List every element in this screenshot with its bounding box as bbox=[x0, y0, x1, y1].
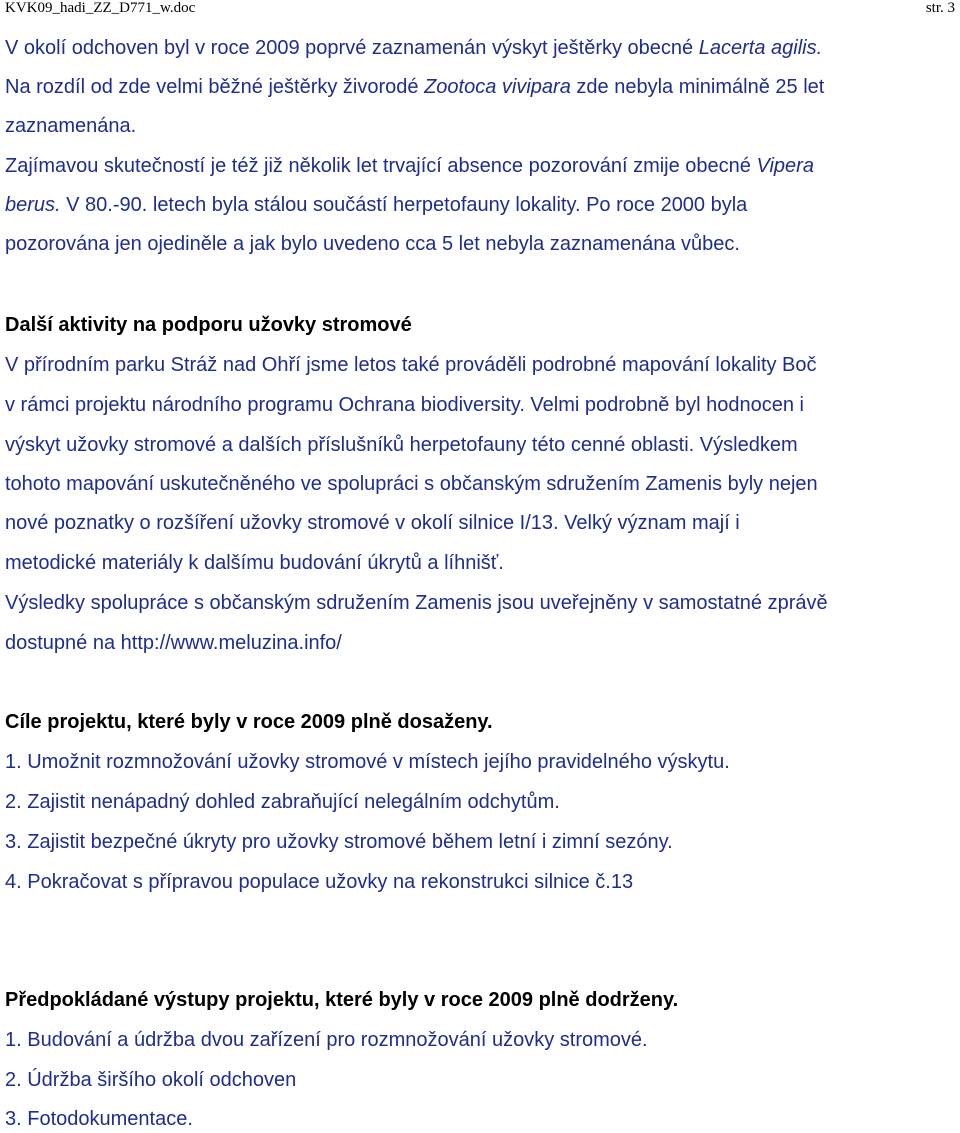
paragraph-line: tohoto mapování uskutečněného ve spolupráci s občanským sdružením Zamenis byly nejen bbox=[5, 473, 818, 495]
paragraph-line bbox=[5, 75, 824, 99]
text-run: Zajímavou skutečností je též již několik let trvající absence pozorování zmije obecné bbox=[5, 155, 757, 177]
text-run: zde nebyla minimálně 25 let bbox=[570, 76, 825, 98]
paragraph-line: nové poznatky o rozšíření užovky stromové v okolí silnice I/13. Velký význam mají i bbox=[5, 512, 740, 534]
section-heading: Předpokládané výstupy projektu, které byly v roce 2009 plně dodrženy. bbox=[5, 989, 679, 1011]
paragraph-line: dostupné na http://www.meluzina.info/ bbox=[5, 632, 342, 654]
paragraph-line: pozorována jen ojediněle a jak bylo uvedeno cca 5 let nebyla zaznamenána vůbec. bbox=[5, 233, 740, 255]
list-item: 3. Zajistit bezpečné úkryty pro užovky stromové během letní i zimní sezóny. bbox=[5, 831, 673, 853]
paragraph-line: v rámci projektu národního programu Ochrana biodiversity. Velmi podrobně byl hodnocen i bbox=[5, 394, 804, 416]
list-item: 3. Fotodokumentace. bbox=[5, 1108, 193, 1130]
paragraph-line: Výsledky spolupráce s občanským sdružením Zamenis jsou uveřejněny v samostatné zprávě bbox=[5, 592, 828, 614]
document-filename: KVK09_hadi_ZZ_D771_w.doc bbox=[5, 0, 196, 16]
list-item: 1. Umožnit rozmnožování užovky stromové v místech jejího pravidelného výskytu. bbox=[5, 751, 730, 773]
section-heading: Další aktivity na podporu užovky stromové bbox=[5, 314, 412, 336]
species-name: Lacerta agilis. bbox=[698, 37, 823, 59]
paragraph-line bbox=[5, 193, 747, 217]
text-run: V 80.-90. letech byla stálou součástí herpetofauny lokality. Po roce 2000 byla bbox=[60, 194, 748, 216]
species-name: Zootoca vivipara bbox=[424, 76, 571, 98]
species-name: berus. bbox=[5, 194, 61, 216]
text-run: V okolí odchoven byl v roce 2009 poprvé zaznamenán výskyt ještěrky obecné bbox=[5, 37, 699, 59]
paragraph-line: V přírodním parku Stráž nad Ohří jsme letos také prováděli podrobné mapování lokality Boč bbox=[5, 354, 817, 376]
paragraph-line: zaznamenána. bbox=[5, 115, 137, 137]
paragraph-line: metodické materiály k dalšímu budování úkrytů a líhnišť. bbox=[5, 552, 504, 574]
text-run: Na rozdíl od zde velmi běžné ještěrky živorodé bbox=[5, 76, 425, 98]
list-item: 1. Budování a údržba dvou zařízení pro rozmnožování užovky stromové. bbox=[5, 1029, 648, 1051]
page-header bbox=[5, 0, 955, 20]
page-number: str. 3 bbox=[925, 0, 955, 16]
section-heading: Cíle projektu, které byly v roce 2009 plně dosaženy. bbox=[5, 711, 493, 733]
paragraph-line bbox=[5, 36, 822, 60]
species-name: Vipera bbox=[756, 155, 814, 177]
list-item: 2. Údržba širšího okolí odchoven bbox=[5, 1069, 297, 1091]
paragraph-line: výskyt užovky stromové a dalších příslušníků herpetofauny této cenné oblasti. Výsledkem bbox=[5, 434, 798, 456]
paragraph-line bbox=[5, 154, 814, 178]
list-item: 2. Zajistit nenápadný dohled zabraňující nelegálním odchytům. bbox=[5, 791, 560, 813]
list-item: 4. Pokračovat s přípravou populace užovky na rekonstrukci silnice č.13 bbox=[5, 871, 634, 893]
